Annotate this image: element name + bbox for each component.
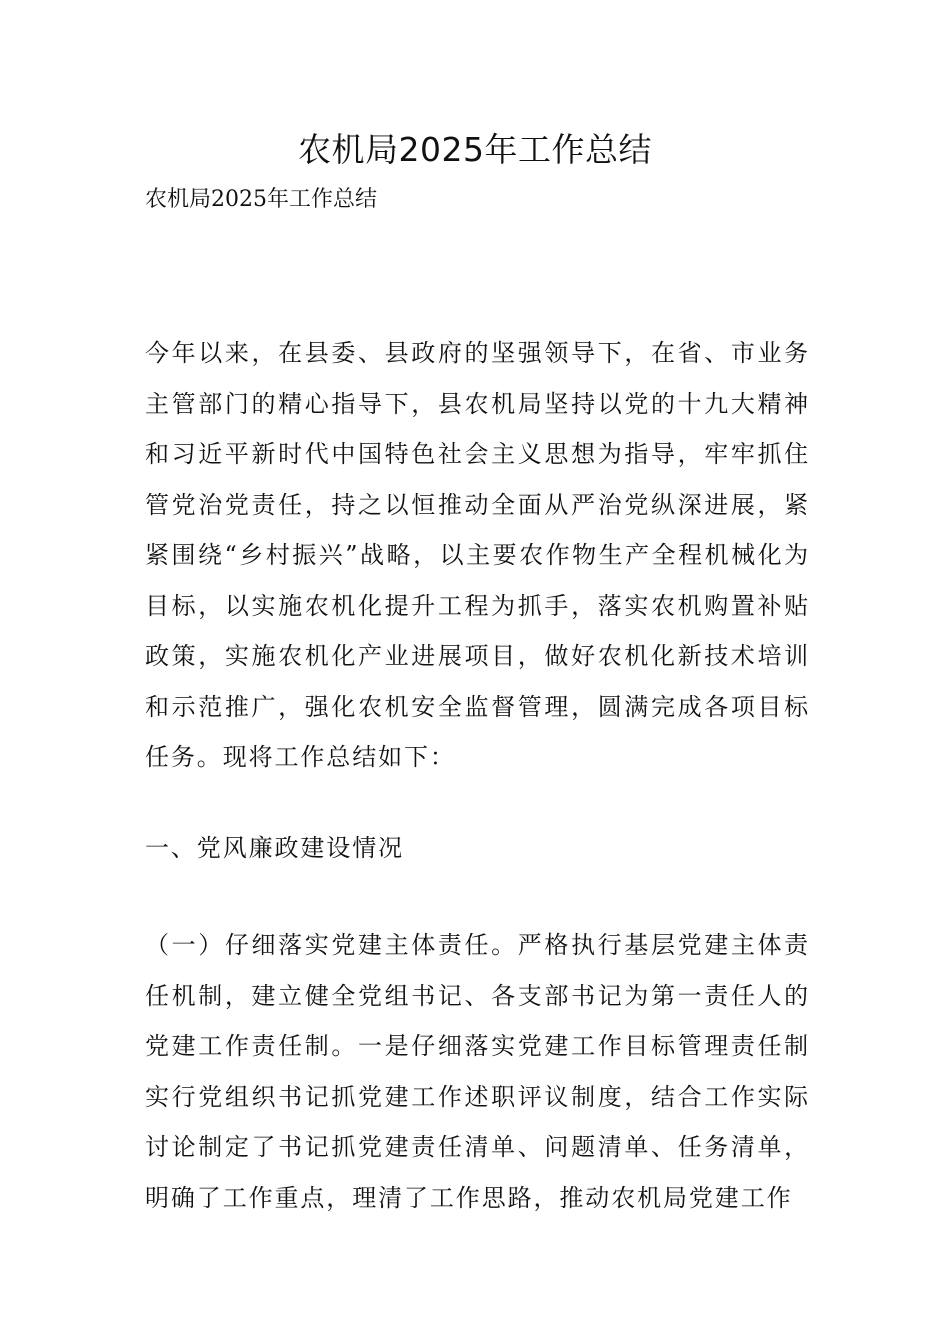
section-heading: 一、党风廉政建设情况 [145,834,404,862]
document-title: 农机局2025年工作总结 [298,130,652,169]
section-paragraph: （一）仔细落实党建主体责任。严格执行基层党建主体责任机制，建立健全党组书记、各支部书记为第一责任人的党建工作责任制。一是仔细落实党建工作目标管理责任制实行党组织书记抓党建工作述职评议制度，结合工作实际讨论制定了书记抓党建责任清单、问题清单、任务清单，明确了工作重点，理清了工作思路，推动农机局党建工作 [145,931,810,1212]
document-subtitle: 农机局2025年工作总结 [145,187,377,212]
intro-paragraph: 今年以来，在县委、县政府的坚强领导下，在省、市业务主管部门的精心指导下，县农机局坚持以党的十九大精神和习近平新时代中国特色社会主义思想为指导，牢牢抓住管党治党责任，持之以恒推动全面从严治党纵深进展，紧紧围绕“乡村振兴”战略，以主要农作物生产全程机械化为目标，以实施农机化提升工程为抓手，落实农机购置补贴政策，实施农机化产业进展项目，做好农机化新技术培训和示范推广，强化农机安全监督管理，圆满完成各项目标任务。现将工作总结如下： [145,339,810,771]
